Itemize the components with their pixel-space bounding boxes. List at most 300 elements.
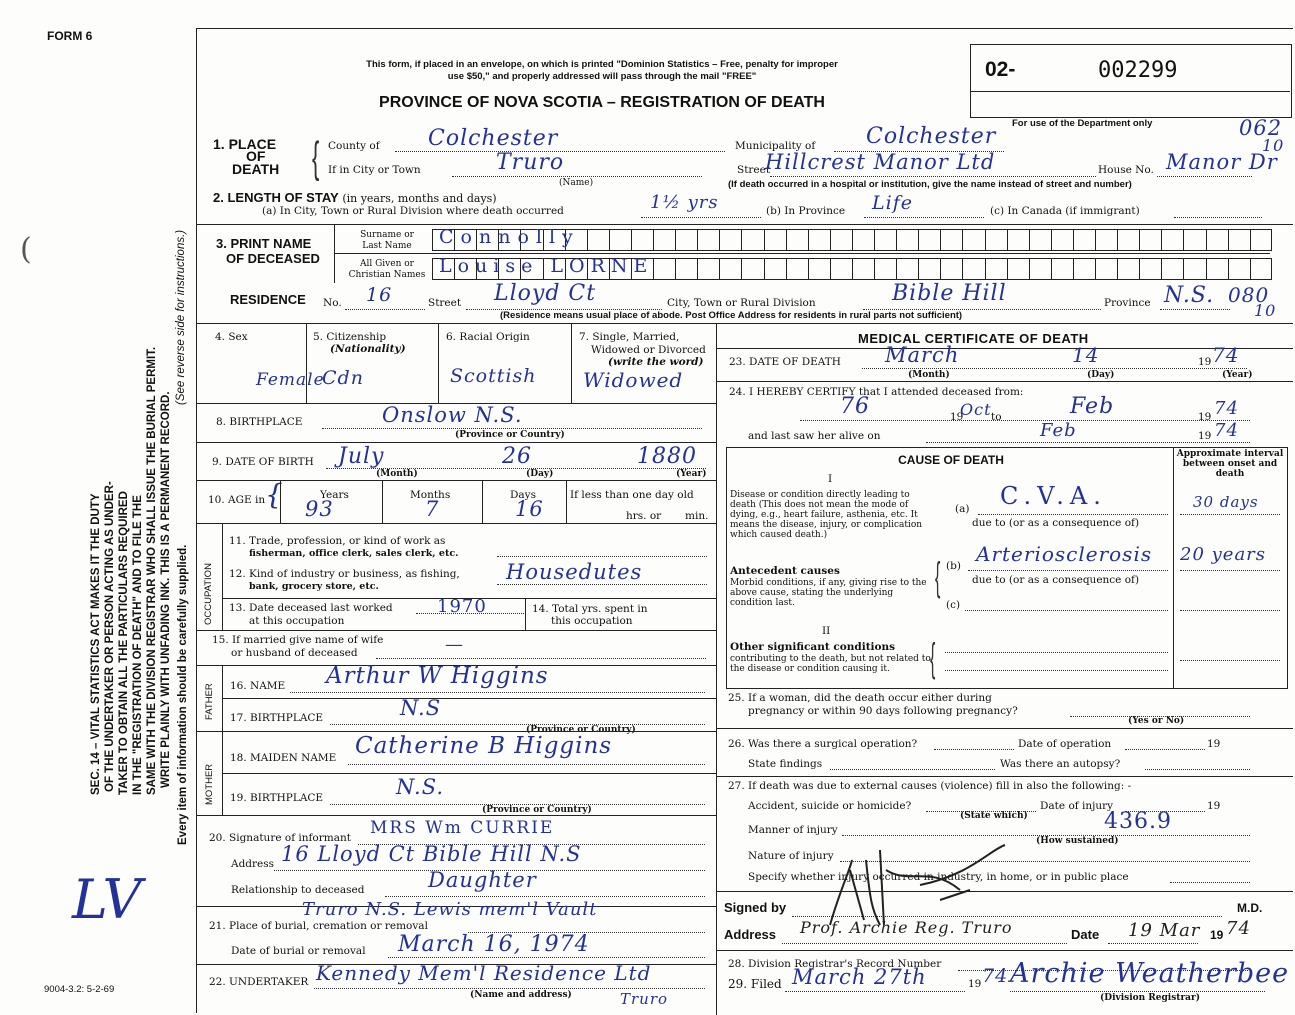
interval-divider xyxy=(1173,447,1174,688)
due-label-1: due to (or as a consequence of) xyxy=(972,517,1140,529)
age-days[interactable]: 16 xyxy=(515,497,544,521)
last-saw-year-prefix: 19 xyxy=(1198,430,1212,442)
other-line-1 xyxy=(945,652,1168,653)
cause-a-line xyxy=(978,514,1168,515)
county-value[interactable]: Colchester xyxy=(428,126,559,151)
mother-bp-label: 19. BIRTHPLACE xyxy=(230,792,324,804)
stay-c-label: (c) In Canada (if immigrant) xyxy=(990,205,1140,217)
age-label: 10. AGE in xyxy=(208,494,266,506)
signed-address[interactable]: Prof. Archie Reg. Truro xyxy=(800,918,1013,937)
surname-value[interactable]: Connolly xyxy=(439,226,580,248)
house-label: House No. xyxy=(1098,164,1154,176)
city-label: If in City or Town xyxy=(328,164,421,176)
spouse-15a: 15. If married give name of wife xyxy=(212,634,384,646)
last-worked-value[interactable]: 1970 xyxy=(437,596,487,617)
surname-label-1: Surname or xyxy=(360,230,414,240)
divider-5 xyxy=(196,442,716,443)
spouse-value[interactable]: — xyxy=(445,634,464,655)
state-findings: State findings xyxy=(748,758,823,770)
attended-from-1[interactable]: 76 xyxy=(840,394,870,419)
letter-box-divider xyxy=(896,230,897,250)
informant-rel-label: Relationship to deceased xyxy=(231,884,365,896)
attended-from-2[interactable]: Oct xyxy=(960,400,992,419)
letter-box-divider xyxy=(1007,230,1008,250)
occ-14b: this occupation xyxy=(551,615,633,627)
place-label-3: DEATH xyxy=(232,161,280,177)
mother-side-label: MOTHER xyxy=(204,763,215,805)
municipality-label: Municipality of xyxy=(735,140,816,152)
age-div-4 xyxy=(566,480,567,523)
informant-addr[interactable]: 16 Lloyd Ct Bible Hill N.S xyxy=(281,842,582,866)
occ-side-div xyxy=(222,523,223,630)
letter-box-divider xyxy=(1228,259,1229,279)
cause-c-label: (c) xyxy=(946,599,961,611)
mother-bp-caption: (Province or Country) xyxy=(482,805,592,815)
dod-year[interactable]: 74 xyxy=(1212,343,1240,367)
county-label: County of xyxy=(328,140,380,152)
last-saw-year[interactable]: 74 xyxy=(1214,420,1239,441)
res-city-label: City, Town or Rural Division xyxy=(667,297,816,309)
res-city-value[interactable]: Bible Hill xyxy=(892,281,1007,306)
reg-box-divider xyxy=(970,91,1290,92)
age-bracket-mark: { xyxy=(265,478,284,511)
informant-rel-line xyxy=(385,896,705,897)
occupation-side-label: OCCUPATION xyxy=(203,563,214,625)
date-label: Date xyxy=(1071,927,1100,942)
item-28: 28. Division Registrar's Record Number xyxy=(728,958,942,970)
citizen-label: 5. Citizenship xyxy=(313,331,387,343)
letter-box-divider xyxy=(940,259,941,279)
letter-box-divider xyxy=(1161,259,1162,279)
occ-14-div xyxy=(525,598,526,630)
filed-line xyxy=(785,991,965,992)
item-25a: 25. If a woman, did the death occur either during xyxy=(728,692,992,704)
dept-code-1b: 10 xyxy=(1262,136,1285,155)
spouse-line xyxy=(376,658,706,659)
given-label-1: All Given or xyxy=(360,259,414,269)
letter-box-divider xyxy=(1183,230,1184,250)
marital-label-1: 7. Single, Married, xyxy=(579,331,680,343)
sex-label: 4. Sex xyxy=(215,331,248,343)
nature-label: Nature of injury xyxy=(748,850,834,862)
letter-box-divider xyxy=(830,230,831,250)
findings-line xyxy=(830,769,995,770)
occ-13b: at this occupation xyxy=(249,615,345,627)
side-instructions-6: WRITE PLAINLY WITH UNFADING INK. THIS IS A PERMANENT RECORD. xyxy=(160,391,172,788)
cell-divider-5 xyxy=(438,323,439,403)
undertaker-label: 22. UNDERTAKER xyxy=(209,976,309,988)
signed-year[interactable]: 74 xyxy=(1226,918,1251,939)
med-header-line xyxy=(716,348,1293,349)
item-29: 29. Filed xyxy=(728,977,782,991)
last-saw-value[interactable]: Feb xyxy=(1040,420,1077,441)
item-25b: pregnancy or within 90 days following pregnancy? xyxy=(748,705,1018,717)
age-div-1 xyxy=(280,480,281,523)
house-value[interactable]: Manor Dr xyxy=(1166,150,1278,174)
letter-box-divider xyxy=(874,230,875,250)
other-title: Other significant conditions xyxy=(730,641,896,653)
dob-month[interactable]: July xyxy=(338,444,385,469)
age-div-2 xyxy=(382,480,383,523)
cause-a-interval[interactable]: 30 days xyxy=(1193,493,1259,511)
dept-code-2: 080 xyxy=(1228,283,1270,307)
medical-header: MEDICAL CERTIFICATE OF DEATH xyxy=(858,331,1089,346)
burial-place[interactable]: Truro N.S. Lewis mem'l Vault xyxy=(302,899,598,920)
father-bp[interactable]: N.S xyxy=(400,696,442,720)
letter-box-divider xyxy=(985,230,986,250)
letter-box-divider xyxy=(830,259,831,279)
place-label-2: OF xyxy=(246,148,266,164)
letter-box-divider xyxy=(653,230,654,250)
months-label: Months xyxy=(410,489,451,501)
cause-b-interval[interactable]: 20 years xyxy=(1180,544,1267,565)
address-label: Address xyxy=(724,927,777,942)
date-injury-label: Date of injury xyxy=(1040,800,1114,812)
punch-hole-icon: ( xyxy=(20,232,32,267)
age-years[interactable]: 93 xyxy=(305,497,334,521)
autopsy-label: Was there an autopsy? xyxy=(1000,758,1121,770)
letter-box-divider xyxy=(675,259,676,279)
letter-box-divider xyxy=(719,259,720,279)
street-value[interactable]: Hillcrest Manor Ltd xyxy=(765,150,996,174)
dod-label: 23. DATE OF DEATH xyxy=(729,356,841,368)
antecedent-brace-icon: { xyxy=(935,555,941,599)
filed-year-prefix: 19 xyxy=(968,978,982,990)
registrar-line xyxy=(1010,991,1265,992)
name-mid-line xyxy=(334,253,1270,254)
certify-line xyxy=(800,420,1250,421)
divider-7 xyxy=(196,523,716,524)
med-line-sign xyxy=(716,950,1293,951)
item-26: 26. Was there a surgical operation? xyxy=(728,738,918,750)
brace-icon: { xyxy=(312,133,320,182)
mother-name-label: 18. MAIDEN NAME xyxy=(230,752,337,764)
municipality-value[interactable]: Colchester xyxy=(866,124,997,149)
house-line xyxy=(1157,176,1252,177)
manner-code[interactable]: 436.9 xyxy=(1104,809,1172,834)
state-which-caption: (State which) xyxy=(960,811,1028,821)
res-no-label: No. xyxy=(323,297,342,309)
item-26-line xyxy=(934,749,1014,750)
father-mid xyxy=(222,698,716,699)
cause-header: CAUSE OF DEATH xyxy=(898,453,1004,467)
res-province-value[interactable]: N.S. xyxy=(1164,283,1215,308)
letter-box-divider xyxy=(918,259,919,279)
dob-day[interactable]: 26 xyxy=(502,444,532,469)
mother-bp[interactable]: N.S. xyxy=(396,775,445,799)
stay-a-value[interactable]: 1½ yrs xyxy=(650,192,719,213)
racial-value[interactable]: Scottish xyxy=(450,365,537,387)
name-label-1: 3. PRINT NAME xyxy=(216,236,312,251)
marital-value[interactable]: Widowed xyxy=(583,368,684,392)
accident-label: Accident, suicide or homicide? xyxy=(748,800,912,812)
dod-month-caption: (Month) xyxy=(908,370,950,380)
left-border xyxy=(196,28,197,1013)
filed-value[interactable]: March 27th xyxy=(792,965,927,989)
side-instructions-8: Every item of information should be carefully supplied. xyxy=(177,544,189,845)
letter-box-divider xyxy=(1029,259,1030,279)
dob-label: 9. DATE OF BIRTH xyxy=(212,456,314,468)
roman-1: I xyxy=(828,473,833,485)
form-code: 9004-3.2: 5-2-69 xyxy=(44,984,115,995)
filed-year[interactable]: 74 xyxy=(982,965,1009,987)
stay-a-label: (a) In City, Town or Rural Division where death occurred xyxy=(262,205,564,217)
spouse-15b: or husband of deceased xyxy=(231,647,358,659)
md-label: M.D. xyxy=(1237,901,1263,915)
racial-label: 6. Racial Origin xyxy=(446,331,530,343)
dept-code-1: 062 xyxy=(1239,116,1283,140)
birthplace-label: 8. BIRTHPLACE xyxy=(216,416,303,428)
form-title: PROVINCE OF NOVA SCOTIA – REGISTRATION OF DEATH xyxy=(379,94,825,111)
reg-number: 002299 xyxy=(1098,58,1178,83)
citizen-sub: (Nationality) xyxy=(330,343,406,355)
cause-a-value[interactable]: C.V.A. xyxy=(1000,482,1107,510)
sex-value[interactable]: Female xyxy=(256,370,325,390)
initials-mark: LV xyxy=(72,868,143,931)
letter-box-divider xyxy=(741,230,742,250)
attended-to-year-prefix: 19 xyxy=(1198,411,1212,423)
certify-label: 24. I HEREBY CERTIFY that I attended deceased from: xyxy=(729,386,1024,398)
letter-box-divider xyxy=(1095,259,1096,279)
cause-a-label: (a) xyxy=(955,503,970,515)
cause-b-line xyxy=(968,570,1168,571)
informant-addr-label: Address xyxy=(231,858,275,870)
cause-a-int-line xyxy=(1180,514,1280,515)
name-divider xyxy=(334,225,335,283)
city-line xyxy=(452,176,702,177)
stay-b-value[interactable]: Life xyxy=(872,192,913,214)
letter-box-divider xyxy=(1051,230,1052,250)
stay-label: 2. LENGTH OF STAY (in years, months and days) xyxy=(213,190,497,205)
antecedent-title: Antecedent causes xyxy=(730,565,840,577)
mother-mid xyxy=(222,773,716,774)
letter-box-divider xyxy=(697,259,698,279)
to-label: to xyxy=(991,411,1002,423)
letter-box-divider xyxy=(1228,230,1229,250)
place-label-1: 1. PLACE xyxy=(213,136,277,152)
signed-year-prefix: 19 xyxy=(1210,928,1224,942)
letter-box-divider xyxy=(741,259,742,279)
street-line xyxy=(770,176,1096,177)
side-instructions-7: (See reverse side for instructions.) xyxy=(175,229,187,405)
letter-box-divider xyxy=(1250,259,1251,279)
last-saw-label: and last saw her alive on xyxy=(748,430,881,442)
form-label: FORM 6 xyxy=(47,29,93,43)
birthplace-value[interactable]: Onslow N.S. xyxy=(382,403,523,427)
letter-box-divider xyxy=(808,230,809,250)
residence-label: RESIDENCE xyxy=(230,292,306,307)
letter-box-divider xyxy=(1206,259,1207,279)
age-div-3 xyxy=(482,480,483,523)
letter-box-divider xyxy=(1029,230,1030,250)
antecedent-text: Morbid conditions, if any, giving rise to the above cause, stating the underlying condition last. xyxy=(730,578,927,608)
dob-month-caption: (Month) xyxy=(376,469,418,479)
letter-box-divider xyxy=(1206,230,1207,250)
side-instructions-1: SEC. 14 – VITAL STATISTICS ACT MAKES IT THE DUTY xyxy=(90,493,102,795)
side-instructions-5: SAME WITH THE DIVISION REGISTRAR WHO SHALL ISSUE THE BURIAL PERMIT. xyxy=(146,346,158,795)
letter-box-divider xyxy=(962,259,963,279)
father-bp-label: 17. BIRTHPLACE xyxy=(230,712,324,724)
manner-label: Manner of injury xyxy=(748,824,838,836)
letter-box-divider xyxy=(1117,259,1118,279)
res-province-label: Province xyxy=(1104,297,1151,309)
op-year-prefix: 19 xyxy=(1207,738,1221,750)
letter-box-divider xyxy=(852,259,853,279)
hospital-note: (If death occurred in a hospital or institution, give the name instead of street and number) xyxy=(728,179,1132,190)
name-label-2: OF DECEASED xyxy=(226,251,320,266)
how-caption: (How sustained) xyxy=(1036,836,1119,846)
divider-2 xyxy=(196,224,1293,225)
undertaker-value-2[interactable]: Truro xyxy=(620,990,669,1008)
roman-2: II xyxy=(822,625,831,637)
father-bp-line xyxy=(330,724,705,725)
med-line-26 xyxy=(716,776,1293,777)
signed-date-line xyxy=(1108,943,1198,944)
letter-box-divider xyxy=(719,230,720,250)
dod-day-caption: (Day) xyxy=(1087,370,1115,380)
letter-box-divider xyxy=(1095,230,1096,250)
cause-b-value[interactable]: Arteriosclerosis xyxy=(976,542,1153,566)
occ-11-line xyxy=(497,556,707,557)
occ-11a: 11. Trade, profession, or kind of work as xyxy=(229,535,446,547)
other-text: contributing to the death, but not related to the disease or condition causing it. xyxy=(730,654,931,674)
res-no-value[interactable]: 16 xyxy=(366,284,393,306)
cause-c-line xyxy=(965,610,1168,611)
undertaker-caption: (Name and address) xyxy=(470,990,572,1000)
father-name[interactable]: Arthur W Higgins xyxy=(326,663,549,689)
letter-box-divider xyxy=(675,230,676,250)
med-line-23 xyxy=(716,381,1293,382)
occ-13a: 13. Date deceased last worked xyxy=(229,602,393,614)
item-27: 27. If death was due to external causes (violence) fill in also the following: - xyxy=(728,780,1132,792)
letter-box-divider xyxy=(631,230,632,250)
signed-date-day[interactable]: 19 Mar xyxy=(1128,920,1201,941)
side-instructions-2: OF THE UNDERTAKER OR PERSON ACTING AS UNDER- xyxy=(104,481,116,792)
mother-name[interactable]: Catherine B Higgins xyxy=(355,733,613,759)
res-province-line xyxy=(1160,309,1230,310)
letter-box-divider xyxy=(1117,230,1118,250)
injury-year-prefix: 19 xyxy=(1207,800,1221,812)
column-divider xyxy=(716,323,717,1015)
undertaker-value[interactable]: Kennedy Mem'l Residence Ltd xyxy=(316,961,652,985)
city-value[interactable]: Truro xyxy=(496,150,565,175)
divider-10 xyxy=(196,731,716,732)
letter-box-divider xyxy=(587,230,588,250)
occ-12a: 12. Kind of industry or business, as fishing, xyxy=(229,568,460,580)
letter-box-divider xyxy=(1139,259,1140,279)
divider-3 xyxy=(196,323,1293,324)
signed-label: Signed by xyxy=(724,900,787,915)
father-name-line xyxy=(290,692,705,693)
date-of-op-line xyxy=(1125,749,1205,750)
cell-divider-4 xyxy=(306,323,307,403)
autopsy-line xyxy=(1145,769,1250,770)
informant-sig-label: 20. Signature of informant xyxy=(209,832,351,844)
industry-value[interactable]: Housedutes xyxy=(506,560,643,584)
mother-name-line xyxy=(348,764,705,765)
given-label-2: Christian Names xyxy=(348,270,426,280)
signed-address-line xyxy=(782,943,1067,944)
dept-use-label: For use of the Department only xyxy=(1012,118,1153,129)
occ-12b: bank, grocery store, etc. xyxy=(249,581,379,592)
informant-sig[interactable]: MRS Wm CURRIE xyxy=(370,818,555,838)
occ-11b: fisherman, office clerk, sales clerk, etc. xyxy=(249,548,459,559)
age-months[interactable]: 7 xyxy=(425,497,440,521)
date-of-op-label: Date of operation xyxy=(1018,738,1112,750)
res-street-value[interactable]: Lloyd Ct xyxy=(494,281,597,306)
specify-line xyxy=(1170,882,1250,883)
letter-box-divider xyxy=(786,259,787,279)
informant-rel[interactable]: Daughter xyxy=(428,868,537,892)
letter-box-divider xyxy=(852,230,853,250)
dept-code-2b: 10 xyxy=(1254,301,1277,320)
attended-to[interactable]: Feb xyxy=(1070,394,1115,419)
cause-b-label: (b) xyxy=(946,560,961,572)
letter-box-divider xyxy=(896,259,897,279)
letter-box-divider xyxy=(1183,259,1184,279)
father-name-label: 16. NAME xyxy=(230,680,286,692)
letter-box-divider xyxy=(808,259,809,279)
letter-box-divider xyxy=(1007,259,1008,279)
stay-b-line xyxy=(864,217,984,218)
dob-day-caption: (Day) xyxy=(526,469,554,479)
burial-date-line xyxy=(388,957,705,958)
attended-to-year[interactable]: 74 xyxy=(1214,398,1239,419)
surname-label-2: Last Name xyxy=(362,241,412,251)
birthplace-caption: (Province or Country) xyxy=(455,430,565,440)
top-border xyxy=(196,28,1293,29)
divider-11 xyxy=(196,815,716,816)
dob-year[interactable]: 1880 xyxy=(637,444,697,469)
letter-box-divider xyxy=(1250,230,1251,250)
last-saw-line xyxy=(926,442,1250,443)
given-value[interactable]: Louise LORNE xyxy=(439,255,654,277)
letter-box-divider xyxy=(1161,230,1162,250)
cause-c-int-line xyxy=(1180,610,1280,611)
undertaker-line xyxy=(314,988,705,989)
letter-box-divider xyxy=(1073,230,1074,250)
side-instructions-3: TAKER TO OBTAIN ALL THE PARTICULARS REQUIRED xyxy=(118,491,130,795)
res-street-label: Street xyxy=(428,297,462,309)
citizen-value[interactable]: Cdn xyxy=(322,367,364,389)
other-int-line xyxy=(1180,660,1280,661)
interval-header: Approximate interval between onset and death xyxy=(1176,449,1284,479)
burial-place-label: 21. Place of burial, cremation or removal xyxy=(209,920,428,932)
letter-box-divider xyxy=(1139,230,1140,250)
letter-box-divider xyxy=(786,230,787,250)
father-bp-caption: (Province or Country) xyxy=(526,725,636,735)
registrar-caption: (Division Registrar) xyxy=(1100,993,1201,1003)
divider-8 xyxy=(196,630,716,631)
city-caption: (Name) xyxy=(559,178,594,188)
cause-b-int-line xyxy=(1180,570,1280,571)
residence-note: (Residence means usual place of abode. Post Office Address for residents in rural parts not sufficient) xyxy=(500,310,963,321)
letter-box-divider xyxy=(764,230,765,250)
attended-from-year-prefix: 19 xyxy=(950,411,964,423)
cause-d1: Disease or condition directly leading to death (This does not mean the mode of dying, e.g., heart failure, asthenia, etc. It means the disease, injury, or complication which caused death.) xyxy=(730,490,923,540)
burial-date[interactable]: March 16, 1974 xyxy=(398,932,590,957)
marital-label-2: Widowed or Divorced xyxy=(591,344,706,356)
dod-month[interactable]: March xyxy=(885,343,960,367)
years-label: Years xyxy=(320,489,349,501)
hrs-label: hrs. or xyxy=(626,510,662,522)
due-label-2: due to (or as a consequence of) xyxy=(972,574,1140,586)
yes-no-caption: (Yes or No) xyxy=(1128,716,1185,726)
res-no-line xyxy=(345,309,425,310)
specify-label: Specify whether injury occurred in industry, in home, or in public place xyxy=(748,871,1129,883)
other-line-2 xyxy=(945,670,1168,671)
dod-day[interactable]: 14 xyxy=(1072,343,1100,367)
